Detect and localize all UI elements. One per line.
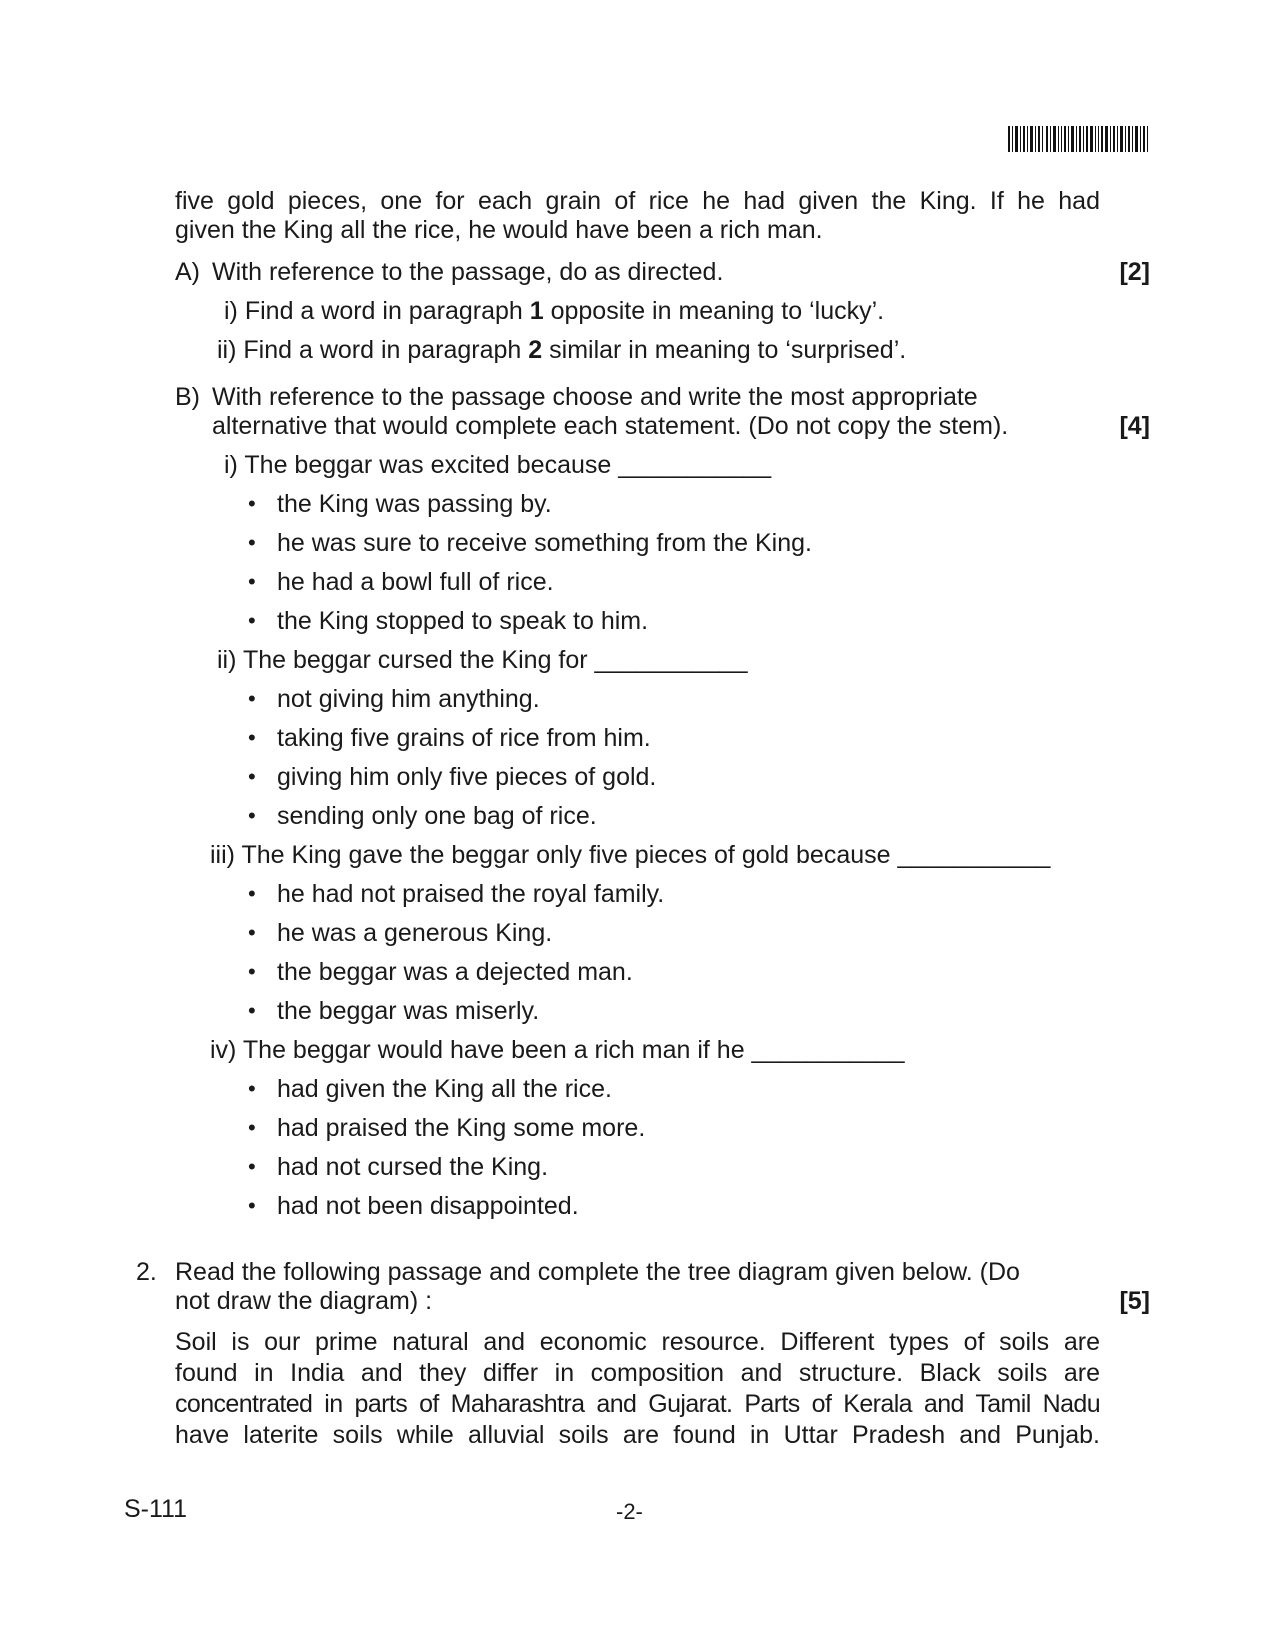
option-text: the beggar was miserly. [277, 997, 540, 1025]
question-stem [210, 840, 1050, 870]
option-text: he was sure to receive something from the King. [277, 529, 812, 557]
item-text-post: similar in meaning to ‘surprised’. [542, 336, 907, 364]
item-number: ii) [217, 336, 237, 364]
bullet-icon: • [248, 725, 256, 750]
question-text: The beggar was excited because ___________ [244, 451, 772, 479]
option-text: sending only one bag of rice. [277, 802, 597, 830]
bullet-icon: • [248, 686, 256, 711]
bullet-icon: • [248, 1076, 256, 1101]
bullet-icon: • [248, 1154, 256, 1179]
section-a-text: With reference to the passage, do as directed. [212, 258, 724, 286]
option-text: he had not praised the royal family. [277, 880, 665, 908]
option-text: giving him only five pieces of gold. [277, 763, 657, 791]
question-2-number: 2. [136, 1258, 157, 1286]
item-text-pre: Find a word in paragraph [244, 297, 530, 325]
item-number: i) [224, 297, 238, 325]
item-text-pre: Find a word in paragraph [243, 336, 529, 364]
question-2-marks: [5] [1119, 1287, 1150, 1315]
bullet-icon: • [248, 881, 256, 906]
item-bold: 2 [528, 336, 543, 364]
barcode-image [1008, 126, 1148, 152]
question-2-line-2: not draw the diagram) : [175, 1287, 433, 1315]
bullet-icon: • [248, 764, 256, 789]
question-text: The beggar cursed the King for ___________ [242, 646, 748, 674]
intro-line-2: given the King all the rice, he would have been a rich man. [175, 216, 823, 244]
section-a-marks: [2] [1119, 258, 1150, 286]
item-text-post: opposite in meaning to ‘lucky’. [543, 297, 885, 325]
question-stem [217, 645, 747, 675]
bullet-icon: • [248, 608, 256, 633]
option-text: the King was passing by. [277, 490, 552, 518]
option-text: the beggar was a dejected man. [277, 958, 633, 986]
passage-line: found in India and they differ in composition and structure. Black soils are [175, 1359, 1100, 1387]
question-number: ii) [217, 646, 237, 674]
bullet-icon: • [248, 1193, 256, 1218]
bullet-icon: • [248, 998, 256, 1023]
item-bold: 1 [529, 297, 544, 325]
passage-line: Soil is our prime natural and economic resource. Different types of soils are [175, 1328, 1100, 1356]
passage-line: concentrated in parts of Maharashtra and Gujarat. Parts of Kerala and Tamil Nadu [175, 1390, 1100, 1418]
bullet-icon: • [248, 959, 256, 984]
question-stem [224, 450, 771, 480]
option-text: he was a generous King. [277, 919, 553, 947]
footer-code: S-111 [124, 1495, 188, 1523]
bullet-icon: • [248, 920, 256, 945]
section-b-line-1: With reference to the passage choose and write the most appropriate [212, 383, 978, 411]
section-b-label: B) [175, 383, 200, 411]
bullet-icon: • [248, 491, 256, 516]
bullet-icon: • [248, 530, 256, 555]
question-number: i) [224, 451, 238, 479]
intro-line-1: five gold pieces, one for each grain of rice he had given the King. If he had [175, 187, 1100, 215]
option-text: he had a bowl full of rice. [277, 568, 554, 596]
question-stem [210, 1035, 905, 1065]
passage-line: have laterite soils while alluvial soils are found in Uttar Pradesh and Punjab. [175, 1421, 1100, 1449]
section-b-marks: [4] [1119, 412, 1150, 440]
option-text: had not cursed the King. [277, 1153, 549, 1181]
bullet-icon: • [248, 803, 256, 828]
bullet-icon: • [248, 569, 256, 594]
question-number: iii) [210, 841, 235, 869]
option-text: not giving him anything. [277, 685, 540, 713]
question-2-line-1: Read the following passage and complete the tree diagram given below. (Do [175, 1258, 1020, 1286]
option-text: had not been disappointed. [277, 1192, 579, 1220]
option-text: taking five grains of rice from him. [277, 724, 651, 752]
question-text: The King gave the beggar only five pieces of gold because ___________ [241, 841, 1051, 869]
option-text: had praised the King some more. [277, 1114, 646, 1142]
question-text: The beggar would have been a rich man if he ___________ [242, 1036, 905, 1064]
question-number: iv) [210, 1036, 237, 1064]
section-a-item [217, 335, 906, 365]
option-text: the King stopped to speak to him. [277, 607, 649, 635]
section-b-line-2: alternative that would complete each statement. (Do not copy the stem). [212, 412, 1009, 440]
section-a-label: A) [175, 258, 200, 286]
section-a-item [224, 296, 884, 326]
footer-page-number: -2- [616, 1499, 643, 1524]
option-text: had given the King all the rice. [277, 1075, 612, 1103]
bullet-icon: • [248, 1115, 256, 1140]
